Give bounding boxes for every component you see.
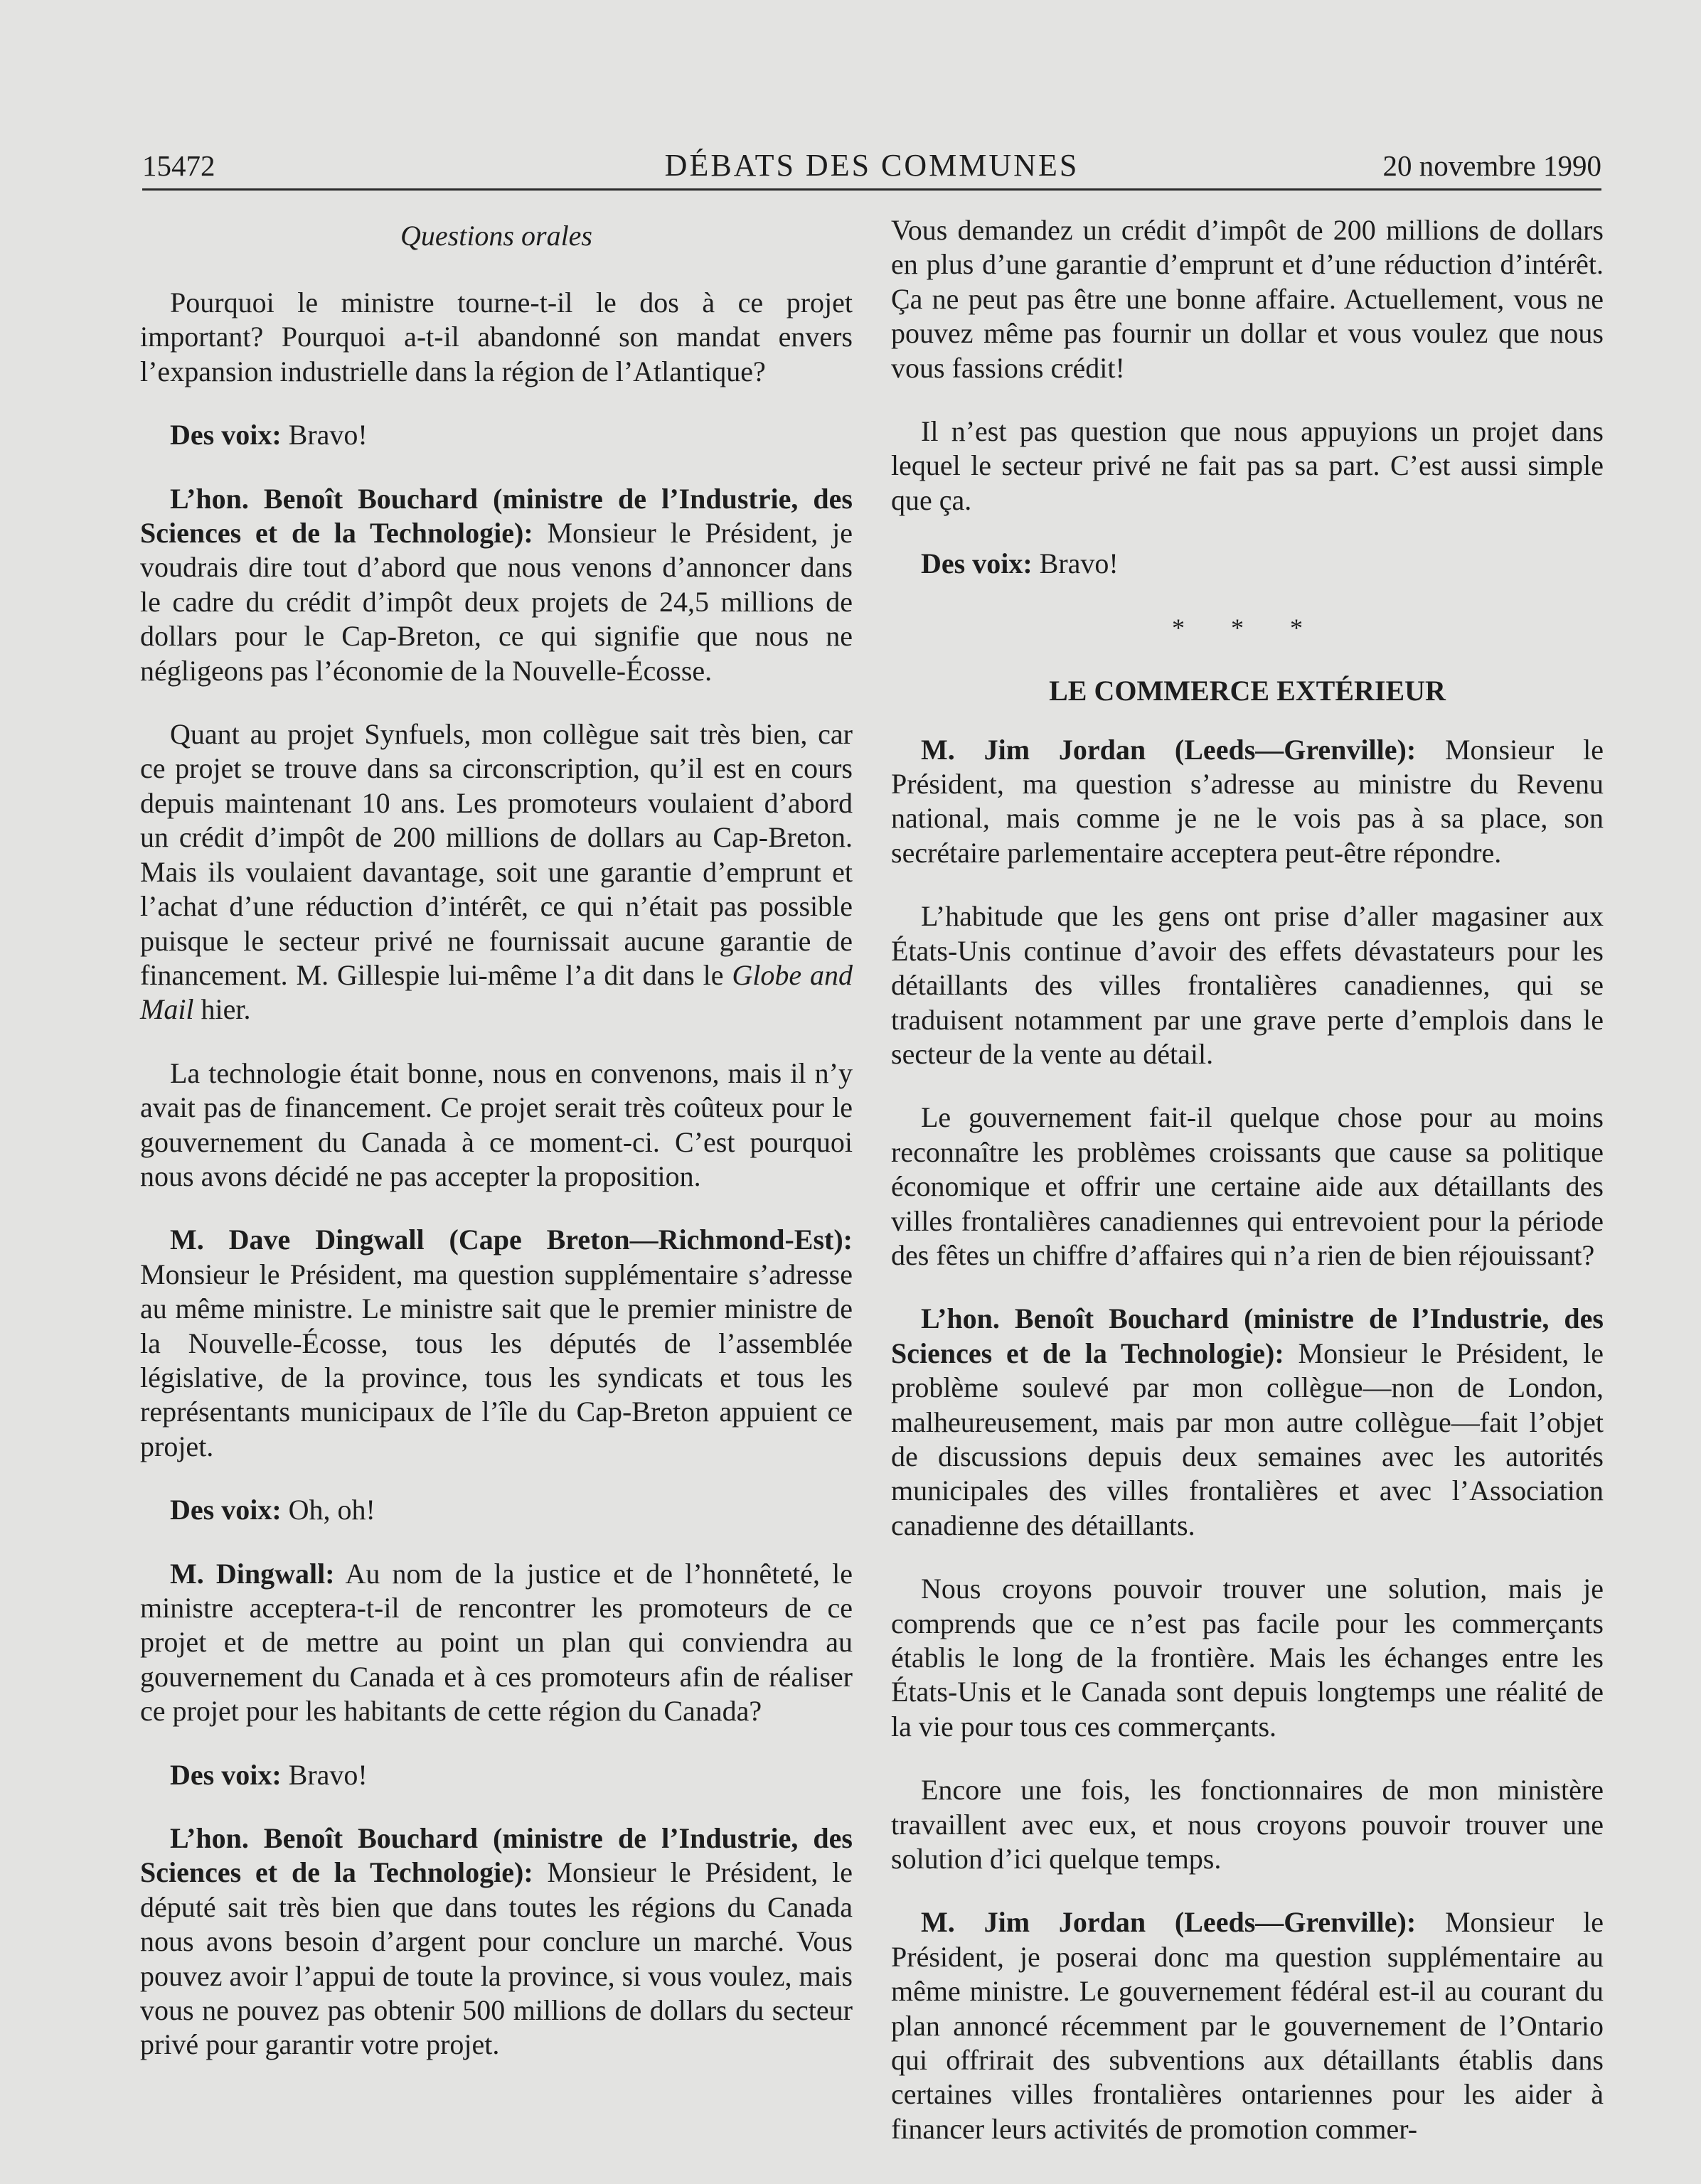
- paragraph: [891, 1773, 1604, 1876]
- paragraph: [891, 1572, 1604, 1744]
- speaker-name: Des voix:: [170, 1494, 282, 1526]
- paragraph-text: Monsieur le Président, je poserai donc ma question supplémentaire au même ministre. Le gouvernement fédéral est-il au courant du plan annoncé récemment par le gouvernement de l’Ontario qui offrirait des subventions aux détaillants établis dans certaines villes frontalières ontariennes pour les aider à financer leurs activités de promotion commer-: [891, 1906, 1604, 2145]
- journal-title: DÉBATS DES COMMUNES: [664, 148, 1079, 183]
- paragraph-text: Bravo!: [1032, 547, 1119, 580]
- speech-paragraph: [140, 1758, 853, 1792]
- paragraph-text: Pourquoi le ministre tourne-t-il le dos à ce projet important? Pourquoi a-t-il abandonné son mandat envers l’expansion industrielle dans la région de l’Atlantique?: [140, 287, 853, 387]
- paragraph: [891, 1101, 1604, 1273]
- paragraph-text: Monsieur le Président, le problème soulevé par mon collègue—non de London, malheureusement, mais par mon autre collègue—fait l’objet de discussions depuis deux semaines avec les autorités municipales des villes frontalières et avec l’Association canadienne des détaillants.: [891, 1337, 1604, 1541]
- paragraph-text: Quant au projet Synfuels, mon collègue sait très bien, car ce projet se trouve dans sa circonscription, qu’il est en cours depuis maintenant 10 ans. Les promoteurs voulaient d’abord un crédit d’impôt de 200 millions de dollars au Cap-Breton. Mais ils voulaient davantage, soit une garantie d’emprunt et l’achat d’une réduction d’intérêt, ce qui n’était pas possible puisque le secteur privé ne fournissait aucune garantie de financement. M. Gillespie lui-même l’a dit dans le: [140, 718, 853, 991]
- paragraph-text: La technologie était bonne, nous en convenons, mais il n’y avait pas de financement. Ce projet serait très coûteux pour le gouvernement du Canada à ce moment-ci. C’est pourquoi nous avons décidé ne pas accepter la proposition.: [140, 1056, 853, 1192]
- speaker-name: L’hon. Benoît Bouchard (ministre de l’Industrie, des Sciences et de la Technologie):: [140, 1822, 853, 1889]
- speech-paragraph: [140, 418, 853, 452]
- speech-paragraph: [140, 1821, 853, 2062]
- paragraph-text: Nous croyons pouvoir trouver une solution, mais je comprends que ce n’est pas facile pour les commerçants établis le long de la frontière. Mais les échanges entre les États-Unis et le Canada sont depuis longtemps une réalité de la vie pour tous ces commerçants.: [891, 1573, 1604, 1743]
- speaker-name: M. Dingwall:: [170, 1557, 335, 1590]
- speaker-name: L’hon. Benoît Bouchard (ministre de l’Industrie, des Sciences et de la Technologie):: [140, 482, 853, 550]
- section-label: Questions orales: [400, 220, 592, 252]
- speech-paragraph: [891, 547, 1604, 581]
- speech-paragraph: [891, 733, 1604, 871]
- paragraph-text: Monsieur le Président, ma question s’adresse au ministre du Revenu national, mais comme je ne le vois pas à sa place, son secrétaire parlementaire acceptera peut-être répondre.: [891, 733, 1604, 869]
- section-separator: * * *: [1172, 613, 1323, 642]
- paragraph-text: Monsieur le Président, le député sait très bien que dans toutes les régions du Canada nous avons besoin d’argent pour conclure un marché. Vous pouvez avoir l’appui de toute la province, si vous voulez, mais vous ne pouvez pas obtenir 500 millions de dollars du secteur privé pour garantir votre projet.: [140, 1856, 853, 2061]
- right-column: [891, 213, 1604, 2175]
- left-column: [140, 213, 853, 2092]
- speech-paragraph: [140, 1493, 853, 1527]
- paragraph-text: L’habitude que les gens ont prise d’aller magasiner aux États-Unis continue d’avoir des effets dévastateurs pour les détaillants des villes frontalières canadiennes, qui se traduisent notamment par une grave perte d’emplois dans le secteur de la vente au détail.: [891, 900, 1604, 1070]
- paragraph: [891, 899, 1604, 1071]
- paragraph-text: Il n’est pas question que nous appuyions un projet dans lequel le secteur privé ne fait pas sa part. C’est aussi simple que ça.: [891, 415, 1604, 516]
- speaker-name: L’hon. Benoît Bouchard (ministre de l’Industrie, des Sciences et de la Technologie):: [891, 1302, 1604, 1369]
- paragraph-text: Bravo!: [281, 419, 368, 451]
- paragraph-text: Au nom de la justice et de l’honnêteté, le ministre acceptera-t-il de rencontrer les promoteurs de ce projet et de mettre au point un plan qui conviendra au gouvernement du Canada et à ces promoteurs afin de réaliser ce projet pour les habitants de cette région du Canada?: [140, 1557, 853, 1728]
- speech-paragraph: [891, 1905, 1604, 2146]
- page-number: 15472: [142, 149, 215, 182]
- speaker-name: M. Jim Jordan (Leeds—Grenville):: [921, 1906, 1417, 1939]
- paragraph-text: Vous demandez un crédit d’impôt de 200 millions de dollars en plus d’une garantie d’emprunt et d’une réduction d’intérêt. Ça ne peut pas être une bonne affaire. Actuellement, vous ne pouvez même pas fournir un dollar et vous voulez que nous vous fassions crédit!: [891, 214, 1604, 384]
- section-heading: LE COMMERCE EXTÉRIEUR: [1049, 674, 1446, 707]
- paragraph: [140, 286, 853, 389]
- paragraph-text: Encore une fois, les fonctionnaires de mon ministère travaillent avec eux, et nous croyons pouvoir trouver une solution d’ici quelque temps.: [891, 1774, 1604, 1875]
- speech-paragraph: [891, 1302, 1604, 1543]
- paragraph-text: Bravo!: [281, 1758, 368, 1791]
- speaker-name: M. Dave Dingwall (Cape Breton—Richmond-Est):: [170, 1224, 853, 1256]
- speaker-name: Des voix:: [921, 547, 1033, 580]
- paragraph-text: Oh, oh!: [281, 1494, 375, 1526]
- speaker-name: Des voix:: [170, 419, 282, 451]
- speaker-name: Des voix:: [170, 1758, 282, 1791]
- speaker-name: M. Jim Jordan (Leeds—Grenville):: [921, 733, 1417, 766]
- paragraph: [891, 213, 1604, 385]
- speech-paragraph: [140, 482, 853, 688]
- paragraph-text: Le gouvernement fait-il quelque chose pour au moins reconnaître les problèmes croissants que cause sa politique économique et offrir une certaine aide aux détaillants des villes frontalières canadiennes qui entrevoient pour la période des fêtes un chiffre d’affaires qui n’a rien de bien réjouissant?: [891, 1101, 1604, 1271]
- paragraph: [891, 414, 1604, 518]
- newspaper-title: Globe and Mail: [140, 958, 853, 1026]
- paragraph: [140, 1056, 853, 1194]
- paragraph: [140, 717, 853, 1027]
- paragraph-text: Monsieur le Président, ma question supplémentaire s’adresse au même ministre. Le ministre sait que le premier ministre de la Nouvelle-Écosse, tous les députés de l’assemblée législative, de la province, tous les syndicats et tous les représentants municipaux de l’île du Cap-Breton appuient ce projet.: [140, 1258, 853, 1462]
- paragraph-text: Monsieur le Président, je voudrais dire tout d’abord que nous venons d’annoncer dans le cadre du crédit d’impôt deux projets de 24,5 millions de dollars pour le Cap-Breton, ce qui signifie que nous ne négligeons pas l’économie de la Nouvelle-Écosse.: [140, 517, 853, 687]
- speech-paragraph: [140, 1223, 853, 1464]
- paragraph-text: hier.: [193, 993, 251, 1026]
- speech-paragraph: [140, 1557, 853, 1729]
- issue-date: 20 novembre 1990: [1382, 149, 1601, 182]
- page-header: [142, 146, 1601, 191]
